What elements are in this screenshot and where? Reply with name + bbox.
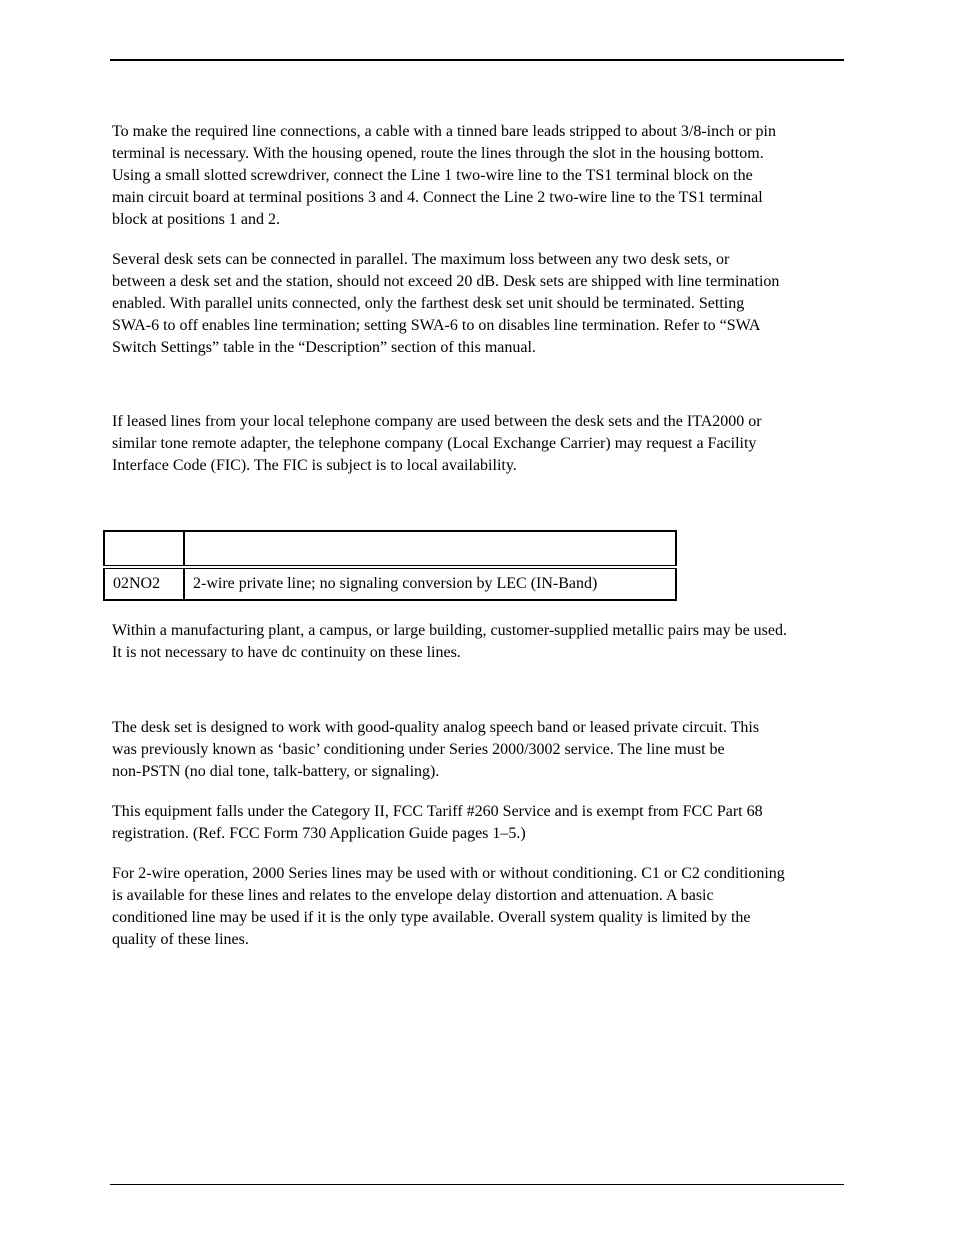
paragraph-line-connections: To make the required line connections, a cable with a tinned bare leads stripped to about 3/8-inch or pin terminal is necessary. With the housing opened, route the lines through the slot in the housing bottom. Using a small slotted screwdriver, connect the Line 1 two-wire line to the TS1 terminal block on the main circuit board at terminal positions 3 and 4. Connect the Line 2 two-wire line to the TS1 terminal block at positions 1 and 2. [112, 123, 776, 228]
fic-description-cell: 2-wire private line; no signaling conversion by LEC (IN-Band) [184, 567, 676, 600]
paragraph-fcc-category: This equipment falls under the Category II, FCC Tariff #260 Service and is exempt from FCC Part 68 registration. (Ref. FCC Form 730 Application Guide pages 1–5.) [112, 803, 763, 842]
header-rule [110, 59, 844, 61]
fic-table [103, 530, 677, 601]
footer-rule [110, 1184, 844, 1185]
fic-code-cell: 02NO2 [104, 567, 184, 600]
fic-table-header-description [184, 531, 676, 567]
paragraph-metallic-pairs: Within a manufacturing plant, a campus, or large building, customer-supplied metallic pairs may be used. It is not necessary to have dc continuity on these lines. [112, 622, 787, 661]
table-row [104, 567, 676, 600]
paragraph-line-requirements: The desk set is designed to work with good-quality analog speech band or leased private circuit. This was previously known as ‘basic’ conditioning under Series 2000/3002 service. The line must be non-PSTN (no dial tone, talk-battery, or signaling). [112, 719, 760, 780]
paragraph-conditioning: For 2-wire operation, 2000 Series lines may be used with or without conditioning. C1 or C2 conditioning is available for these lines and relates to the envelope delay distortion and attenuation. A basic conditioned line may be used if it is the only type available. Overall system quality is limited by the quality of these lines. [112, 865, 785, 948]
fic-table-header-code [104, 531, 184, 567]
paragraph-parallel-desk-sets: Several desk sets can be connected in parallel. The maximum loss between any two desk sets, or between a desk set and the station, should not exceed 20 dB. Desk sets are shipped with line termination enabled. With parallel units connected, only the farthest desk set unit should be terminated. Setting SWA-6 to off enables line termination; setting SWA-6 to on disables line termination. Refer to “SWA Switch Settings” table in the “Description” section of this manual. [112, 251, 780, 356]
fic-table-header-row [104, 531, 676, 567]
paragraph-leased-lines: If leased lines from your local telephone company are used between the desk sets and the ITA2000 or similar tone remote adapter, the telephone company (Local Exchange Carrier) may request a Facility Interface Code (FIC). The FIC is subject is to local availability. [112, 413, 762, 474]
